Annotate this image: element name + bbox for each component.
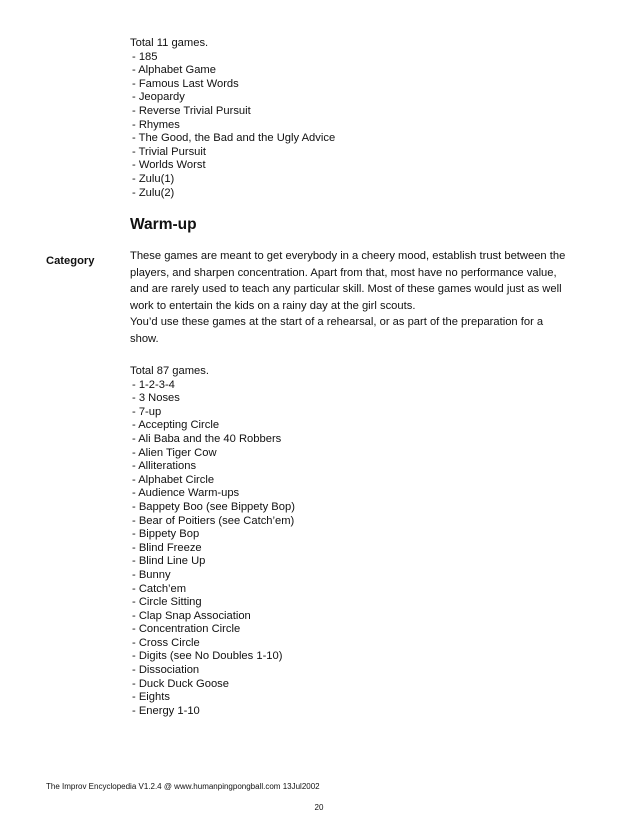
list-item: - Trivial Pursuit [132, 145, 206, 158]
list-item: - Reverse Trivial Pursuit [132, 104, 251, 117]
list-item: - Dissociation [132, 664, 200, 677]
list-item: - Eights [132, 691, 170, 704]
list-item: - Alphabet Game [132, 64, 216, 77]
list-item: - The Good, the Bad and the Ugly Advice [132, 132, 336, 145]
description-paragraph: You’d use these games at the start of a rehearsal, or as part of the preparation for a show. [130, 316, 544, 345]
list-item: - Audience Warm-ups [132, 487, 240, 500]
list-item: - Energy 1-10 [132, 704, 200, 717]
games-total: Total 87 games. [130, 365, 209, 377]
list-item: - Catch’em [132, 582, 187, 595]
list-item: - Bear of Poitiers (see Catch’em) [132, 514, 295, 527]
list-item: - Blind Freeze [132, 541, 202, 554]
game-list [130, 51, 335, 201]
list-item: - Bippety Bop [132, 528, 200, 541]
list-item: - 7-up [132, 405, 162, 418]
list-item: - Worlds Worst [132, 159, 206, 172]
list-item: - Jeopardy [132, 91, 185, 104]
list-item: - Blind Line Up [132, 555, 206, 568]
list-item: - Alphabet Circle [132, 473, 215, 486]
page-footer: The Improv Encyclopedia V1.2.4 @ www.humanpingpongball.com 13Jul2002 [46, 782, 320, 791]
list-item: - Ali Baba and the 40 Robbers [132, 432, 282, 445]
game-list-warmup [130, 365, 295, 718]
list-item: - Alliterations [132, 460, 197, 473]
category-description [130, 248, 570, 347]
list-item: - Cross Circle [132, 636, 200, 649]
list-item: - Famous Last Words [132, 77, 239, 90]
category-label: Category [46, 255, 95, 267]
page-number: 20 [314, 803, 324, 812]
description-paragraph: These games are meant to get everybody in a cheery mood, establish trust between the players, and sharpen concentration. Apart from that, most have no performance value, and are rarely used to teach any particular skill. Most of these games would just as well work to entertain the kids on a rainy day at the girl scouts. [130, 250, 566, 312]
list-item: - Duck Duck Goose [132, 677, 229, 690]
section-heading: Warm-up [130, 216, 197, 233]
list-item: - Bappety Boo (see Bippety Bop) [132, 500, 295, 513]
games-total: Total 11 games. [130, 37, 209, 49]
list-item: - Concentration Circle [132, 623, 241, 636]
list-item: - Rhymes [132, 118, 180, 131]
list-item: - Zulu(2) [132, 186, 175, 199]
list-item: - 1-2-3-4 [132, 378, 175, 391]
list-item: - 185 [132, 50, 158, 63]
list-item: - Clap Snap Association [132, 609, 251, 622]
game-list-previous [130, 37, 335, 200]
game-list [130, 379, 295, 719]
list-item: - Circle Sitting [132, 596, 202, 609]
list-item: - 3 Noses [132, 392, 180, 405]
list-item: - Bunny [132, 568, 171, 581]
list-item: - Accepting Circle [132, 419, 220, 432]
list-item: - Alien Tiger Cow [132, 446, 217, 459]
list-item: - Zulu(1) [132, 172, 175, 185]
list-item: - Digits (see No Doubles 1-10) [132, 650, 283, 663]
